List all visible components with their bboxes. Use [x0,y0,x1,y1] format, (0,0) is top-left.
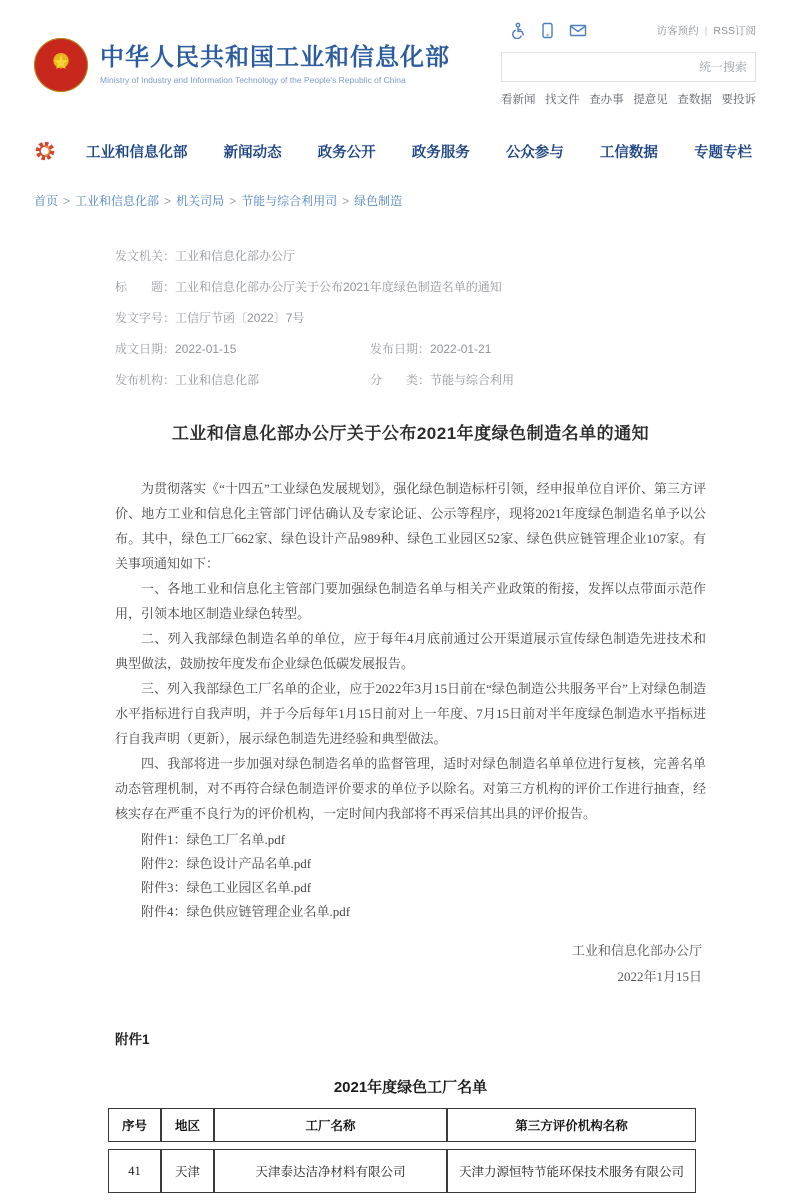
site-logo[interactable] [34,38,450,92]
breadcrumb-item-1[interactable]: 工业和信息化部 [75,194,160,208]
meta-pair [370,342,625,356]
meta-row-1 [115,280,786,294]
meta-value: 工业和信息化部办公厅 [175,249,296,263]
meta-row-2 [115,311,786,325]
search-input[interactable] [502,53,755,81]
signature-date: 2022年1月15日 [617,969,702,984]
quick-link-4[interactable]: 查数据 [677,94,712,106]
site-header [0,0,786,122]
table-header-cell-2: 工厂名称 [214,1108,447,1142]
document [115,419,706,1200]
nav-item-0[interactable]: 工业和信息化部 [86,144,188,161]
nav-item-1[interactable]: 新闻动态 [223,144,282,161]
mobile-icon[interactable] [540,22,555,39]
meta-value: 工业和信息化部办公厅关于公布2021年度绿色制造名单的通知 [175,280,502,294]
attachment-link-2[interactable]: 附件3：绿色工业园区名单.pdf [141,880,312,895]
table-title: 2021年度绿色工厂名单 [333,1079,488,1096]
table-cell: 天津 [161,1149,214,1193]
main-nav-items [86,141,752,162]
table-header-cell-0: 序号 [108,1108,161,1142]
meta-pair [370,373,625,387]
meta-label: 分 类： [370,373,431,387]
meta-label: 标 题： [115,280,176,294]
doc-meta [115,249,786,387]
meta-pair [115,249,370,263]
quick-link-1[interactable]: 找文件 [545,94,580,106]
meta-value: 2022-01-21 [430,342,492,356]
quick-link-5[interactable]: 要投诉 [721,94,756,106]
quick-link-3[interactable]: 提意见 [633,94,668,106]
nav-item-4[interactable]: 公众参与 [505,144,564,161]
quick-link-2[interactable]: 查办事 [589,94,624,106]
site-title: 中华人民共和国工业和信息化部 [100,43,450,71]
mail-icon[interactable] [569,23,587,38]
breadcrumb-item-4[interactable]: 绿色制造 [354,194,403,208]
nav-item-2[interactable]: 政务公开 [317,144,376,161]
breadcrumb-separator: > [164,194,172,208]
rss-link[interactable]: RSS订阅 [713,24,756,37]
meta-label: 发布机构： [115,373,176,387]
attachment-link-0[interactable]: 附件1：绿色工厂名单.pdf [141,832,286,847]
attachment-list [115,828,706,924]
appendix-label: 附件1 [115,1032,150,1047]
meta-value: 工业和信息化部 [175,373,260,387]
table-header-cell-1: 地区 [161,1108,214,1142]
table-header-row [108,1108,696,1142]
doc-paragraph-2: 二、列入我部绿色制造名单的单位，应于每年4月底前通过公开渠道展示宣传绿色制造先进技术和典型做法，鼓励按年度发布企业绿色低碳发展报告。 [115,631,706,671]
attachment-link-3[interactable]: 附件4：绿色供应链管理企业名单.pdf [141,904,351,919]
accessibility-icon[interactable] [509,22,526,39]
meta-pair [115,373,370,387]
signature-org: 工业和信息化部办公厅 [571,943,702,958]
doc-paragraph-3: 三、列入我部绿色工厂名单的企业，应于2022年3月15日前在“绿色制造公共服务平台”上对绿色制造水平指标进行自我声明，并于今后每年1月15日前对上一年度、7月15日前对半年度绿色制造水平指标进行自我声明（更新），展示绿色制造先进经验和典型做法。 [115,681,706,746]
doc-paragraph-1: 一、各地工业和信息化主管部门要加强绿色制造名单与相关产业政策的衔接，发挥以点带面示范作用，引领本地区制造业绿色转型。 [115,581,706,621]
meta-label: 发文字号： [115,311,176,325]
meta-value: 2022-01-15 [175,342,237,356]
table-cell: 41 [108,1149,161,1193]
meta-value: 工信厅节函〔2022〕7号 [175,311,305,325]
meta-pair [115,311,370,325]
nav-item-3[interactable]: 政务服务 [411,144,470,161]
meta-label: 成文日期： [115,342,176,356]
table-body [108,1149,696,1193]
green-factory-table [108,1101,696,1200]
breadcrumb-item-2[interactable]: 机关司局 [176,194,225,208]
nav-item-5[interactable]: 工信数据 [599,144,658,161]
doc-paragraphs [115,476,706,826]
meta-row-3 [115,342,786,356]
table-header-cell-3: 第三方评价机构名称 [447,1108,696,1142]
quick-link-0[interactable]: 看新闻 [501,94,536,106]
breadcrumb-separator: > [229,194,237,208]
search-box [501,52,756,82]
breadcrumb-item-0[interactable]: 首页 [34,194,59,208]
table-row [108,1149,696,1193]
visitor-appointment-link[interactable]: 访客预约 [656,24,699,37]
meta-label: 发文机关： [115,249,176,263]
meta-row-0 [115,249,786,263]
meta-pair [115,342,370,356]
breadcrumb-separator: > [342,194,350,208]
meta-pair [115,280,502,294]
breadcrumb-separator: > [63,194,71,208]
meta-value: 节能与综合利用 [430,373,515,387]
attachment-link-1[interactable]: 附件2：绿色设计产品名单.pdf [141,856,312,871]
signature-block [115,938,706,990]
site-subtitle: Ministry of Industry and Information Technology of the People's Republic of China [100,75,406,86]
table-cell: 天津泰达洁净材料有限公司 [214,1149,447,1193]
nav-item-6[interactable]: 专题专栏 [693,144,752,161]
miit-gear-icon[interactable] [34,140,56,162]
doc-paragraph-4: 四、我部将进一步加强对绿色制造名单的监督管理，适时对绿色制造名单单位进行复核，完善名单动态管理机制，对不再符合绿色制造评价要求的单位予以除名。对第三方机构的评价工作进行抽查，经核实存在严重不良行为的评价机构，一定时间内我部将不再采信其出具的评价报告。 [115,756,706,821]
breadcrumb-item-3[interactable]: 节能与综合利用司 [241,194,338,208]
main-nav [34,136,752,166]
national-emblem-icon: ★ [34,38,88,92]
meta-row-4 [115,373,786,387]
breadcrumb [34,192,786,209]
doc-paragraph-0: 为贯彻落实《“十四五”工业绿色发展规划》，强化绿色制造标杆引领，经申报单位自评价、第三方评价、地方工业和信息化主管部门评估确认及专家论证、公示等程序，现将2021年度绿色制造名单予以公布。其中，绿色工厂662家、绿色设计产品989种、绿色工业园区52家、绿色供应链管理企业107家。有关事项通知如下： [115,481,706,571]
header-utilities: 访客预约 | RSS订阅 统一搜索 看新闻 找文件 查办事 提意见 查数据 要投诉 [501,18,756,107]
page-title: 工业和信息化部办公厅关于公布2021年度绿色制造名单的通知 [171,424,650,443]
table-cell: 天津力源恒特节能环保技术服务有限公司 [447,1149,696,1193]
meta-label: 发布日期： [370,342,431,356]
quick-links [501,91,756,107]
